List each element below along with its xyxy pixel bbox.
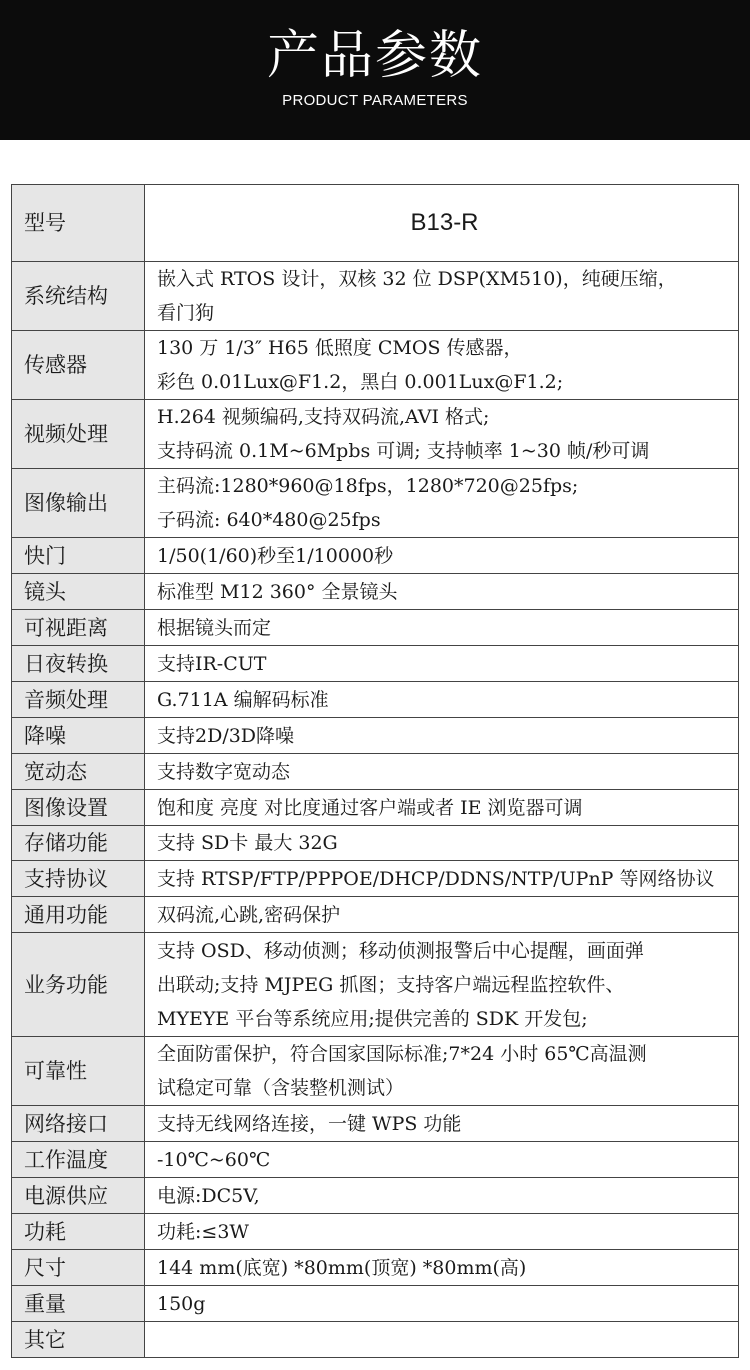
table-label: 尺寸 bbox=[12, 1250, 145, 1286]
table-value-model: B13-R bbox=[145, 185, 739, 262]
table-label: 电源供应 bbox=[12, 1178, 145, 1214]
table-label: 视频处理 bbox=[12, 400, 145, 469]
table-row bbox=[12, 718, 739, 754]
table-label: 网络接口 bbox=[12, 1106, 145, 1142]
table-value: -10℃~60℃ bbox=[145, 1142, 739, 1178]
table-value: 支持 RTSP/FTP/PPPOE/DHCP/DDNS/NTP/UPnP 等网络协议 bbox=[145, 861, 739, 897]
table-label: 音频处理 bbox=[12, 682, 145, 718]
table-row bbox=[12, 1178, 739, 1214]
table-value: 根据镜头而定 bbox=[145, 610, 739, 646]
parameters-table bbox=[11, 184, 739, 1358]
table-row bbox=[12, 1322, 739, 1358]
table-label: 图像设置 bbox=[12, 790, 145, 826]
table-label: 降噪 bbox=[12, 718, 145, 754]
table-value: 支持无线网络连接，一键 WPS 功能 bbox=[145, 1106, 739, 1142]
table-value: 饱和度 亮度 对比度通过客户端或者 IE 浏览器可调 bbox=[145, 790, 739, 826]
table-label: 镜头 bbox=[12, 574, 145, 610]
table-row bbox=[12, 610, 739, 646]
table-value: 全面防雷保护，符合国家国际标准;7*24 小时 65℃高温测 试稳定可靠（含装整机测试） bbox=[145, 1037, 739, 1106]
table-label: 可视距离 bbox=[12, 610, 145, 646]
table-label: 日夜转换 bbox=[12, 646, 145, 682]
table-row bbox=[12, 1037, 739, 1106]
table-value: 1/50(1/60)秒至1/10000秒 bbox=[145, 538, 739, 574]
table-value: 电源:DC5V, bbox=[145, 1178, 739, 1214]
table-label: 业务功能 bbox=[12, 933, 145, 1037]
table-row bbox=[12, 933, 739, 1037]
table-label: 工作温度 bbox=[12, 1142, 145, 1178]
table-label: 宽动态 bbox=[12, 754, 145, 790]
table-row bbox=[12, 790, 739, 826]
table-row bbox=[12, 538, 739, 574]
table-label: 重量 bbox=[12, 1286, 145, 1322]
table-value: 标准型 M12 360° 全景镜头 bbox=[145, 574, 739, 610]
table-label: 系统结构 bbox=[12, 262, 145, 331]
table-value: 功耗:≤3W bbox=[145, 1214, 739, 1250]
page-subtitle: PRODUCT PARAMETERS bbox=[282, 92, 468, 109]
table-value: 支持2D/3D降噪 bbox=[145, 718, 739, 754]
table-row bbox=[12, 1286, 739, 1322]
table-row bbox=[12, 574, 739, 610]
table-value: 支持 SD卡 最大 32G bbox=[145, 826, 739, 861]
table-value: 支持 OSD、移动侦测；移动侦测报警后中心提醒，画面弹 出联动;支持 MJPEG 抓图；支持客户端远程监控软件、 MYEYE 平台等系统应用;提供完善的 SDK 开发包; bbox=[145, 933, 739, 1037]
table-label: 传感器 bbox=[12, 331, 145, 400]
table-label: 其它 bbox=[12, 1322, 145, 1358]
table-value: 144 mm(底宽) *80mm(顶宽) *80mm(高) bbox=[145, 1250, 739, 1286]
table-row bbox=[12, 1106, 739, 1142]
table-label: 可靠性 bbox=[12, 1037, 145, 1106]
table-value: 主码流:1280*960@18fps，1280*720@25fps; 子码流: 640*480@25fps bbox=[145, 469, 739, 538]
table-value: 130 万 1/3″ H65 低照度 CMOS 传感器， 彩色 0.01Lux@F1.2，黑白 0.001Lux@F1.2; bbox=[145, 331, 739, 400]
table-row bbox=[12, 1250, 739, 1286]
table-row bbox=[12, 897, 739, 933]
table-value: H.264 视频编码,支持双码流,AVI 格式; 支持码流 0.1M~6Mpbs 可调; 支持帧率 1~30 帧/秒可调 bbox=[145, 400, 739, 469]
table-row bbox=[12, 826, 739, 861]
table-row bbox=[12, 646, 739, 682]
table-value: 150g bbox=[145, 1286, 739, 1322]
table-label: 支持协议 bbox=[12, 861, 145, 897]
table-row bbox=[12, 682, 739, 718]
table-row bbox=[12, 331, 739, 400]
table-label: 通用功能 bbox=[12, 897, 145, 933]
page-title: 产品参数 bbox=[266, 26, 483, 86]
table-label: 图像输出 bbox=[12, 469, 145, 538]
table-row bbox=[12, 262, 739, 331]
table-value bbox=[145, 1322, 739, 1358]
table-label: 存储功能 bbox=[12, 826, 145, 861]
table-value: 双码流,心跳,密码保护 bbox=[145, 897, 739, 933]
table-row bbox=[12, 469, 739, 538]
table-value: G.711A 编解码标准 bbox=[145, 682, 739, 718]
table-row bbox=[12, 861, 739, 897]
table-row-model bbox=[12, 185, 739, 262]
table-value: 支持IR-CUT bbox=[145, 646, 739, 682]
table-row bbox=[12, 1214, 739, 1250]
table-label-model: 型号 bbox=[12, 185, 145, 262]
header-banner bbox=[0, 0, 750, 140]
table-label: 快门 bbox=[12, 538, 145, 574]
table-label: 功耗 bbox=[12, 1214, 145, 1250]
table-row bbox=[12, 1142, 739, 1178]
table-row bbox=[12, 400, 739, 469]
table-row bbox=[12, 754, 739, 790]
table-value: 支持数字宽动态 bbox=[145, 754, 739, 790]
table-value: 嵌入式 RTOS 设计，双核 32 位 DSP(XM510)，纯硬压缩， 看门狗 bbox=[145, 262, 739, 331]
